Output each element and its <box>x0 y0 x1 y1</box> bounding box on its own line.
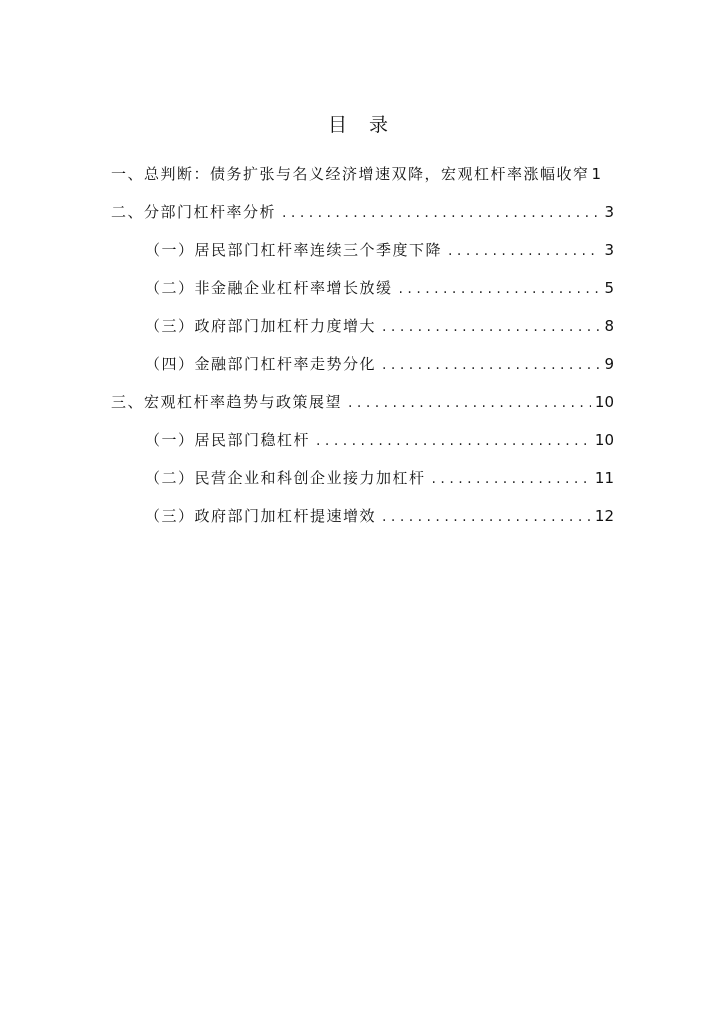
toc-entry[interactable] <box>111 160 614 198</box>
toc-entry[interactable] <box>111 426 614 464</box>
toc-entry[interactable] <box>111 350 614 388</box>
toc-entry[interactable] <box>111 502 614 540</box>
toc-dot-leader <box>282 199 600 227</box>
toc-entry[interactable] <box>111 198 614 236</box>
toc-dot-leader <box>382 313 600 341</box>
toc-dot-leader <box>316 427 591 455</box>
toc-entry[interactable] <box>111 388 614 426</box>
toc-entry-label: 一、总判断：债务扩张与名义经济增速双降，宏观杠杆率涨幅收窄 <box>111 165 590 183</box>
toc-entry-page: 3 <box>604 203 614 221</box>
toc-entry[interactable] <box>111 464 614 502</box>
toc-entry-page: 10 <box>594 393 614 411</box>
toc-entry-label: （一）居民部门杠杆率连续三个季度下降 <box>145 241 443 259</box>
toc-entry[interactable] <box>111 274 614 312</box>
toc-dot-leader <box>382 351 600 379</box>
toc-entry-page: 1 <box>591 165 602 183</box>
toc-entry-page: 11 <box>594 469 614 487</box>
table-of-contents <box>111 160 614 540</box>
toc-entry-label: 三、宏观杠杆率趋势与政策展望 <box>111 393 343 411</box>
toc-entry-page: 12 <box>594 507 614 525</box>
toc-entry-label: （一）居民部门稳杠杆 <box>145 431 311 449</box>
toc-entry-label: （三）政府部门加杠杆力度增大 <box>145 317 377 335</box>
toc-dot-leader <box>382 503 591 531</box>
toc-dot-leader <box>399 275 601 303</box>
toc-entry-label: （二）民营企业和科创企业接力加杠杆 <box>145 469 426 487</box>
toc-dot-leader <box>448 237 600 265</box>
toc-entry-page: 9 <box>604 355 614 373</box>
toc-entry-page: 10 <box>594 431 614 449</box>
toc-entry-label: （三）政府部门加杠杆提速增效 <box>145 507 377 525</box>
toc-entry-page: 8 <box>604 317 614 335</box>
toc-entry-label: 二、分部门杠杆率分析 <box>111 203 277 221</box>
toc-title: 目 录 <box>327 114 397 136</box>
toc-entry[interactable] <box>111 312 614 350</box>
toc-dot-leader <box>348 389 591 417</box>
toc-entry-page: 5 <box>604 279 614 297</box>
toc-dot-leader <box>432 465 591 493</box>
toc-entry-page: 3 <box>604 241 614 259</box>
toc-entry-label: （二）非金融企业杠杆率增长放缓 <box>145 279 393 297</box>
toc-entry-label: （四）金融部门杠杆率走势分化 <box>145 355 377 373</box>
toc-entry[interactable] <box>111 236 614 274</box>
